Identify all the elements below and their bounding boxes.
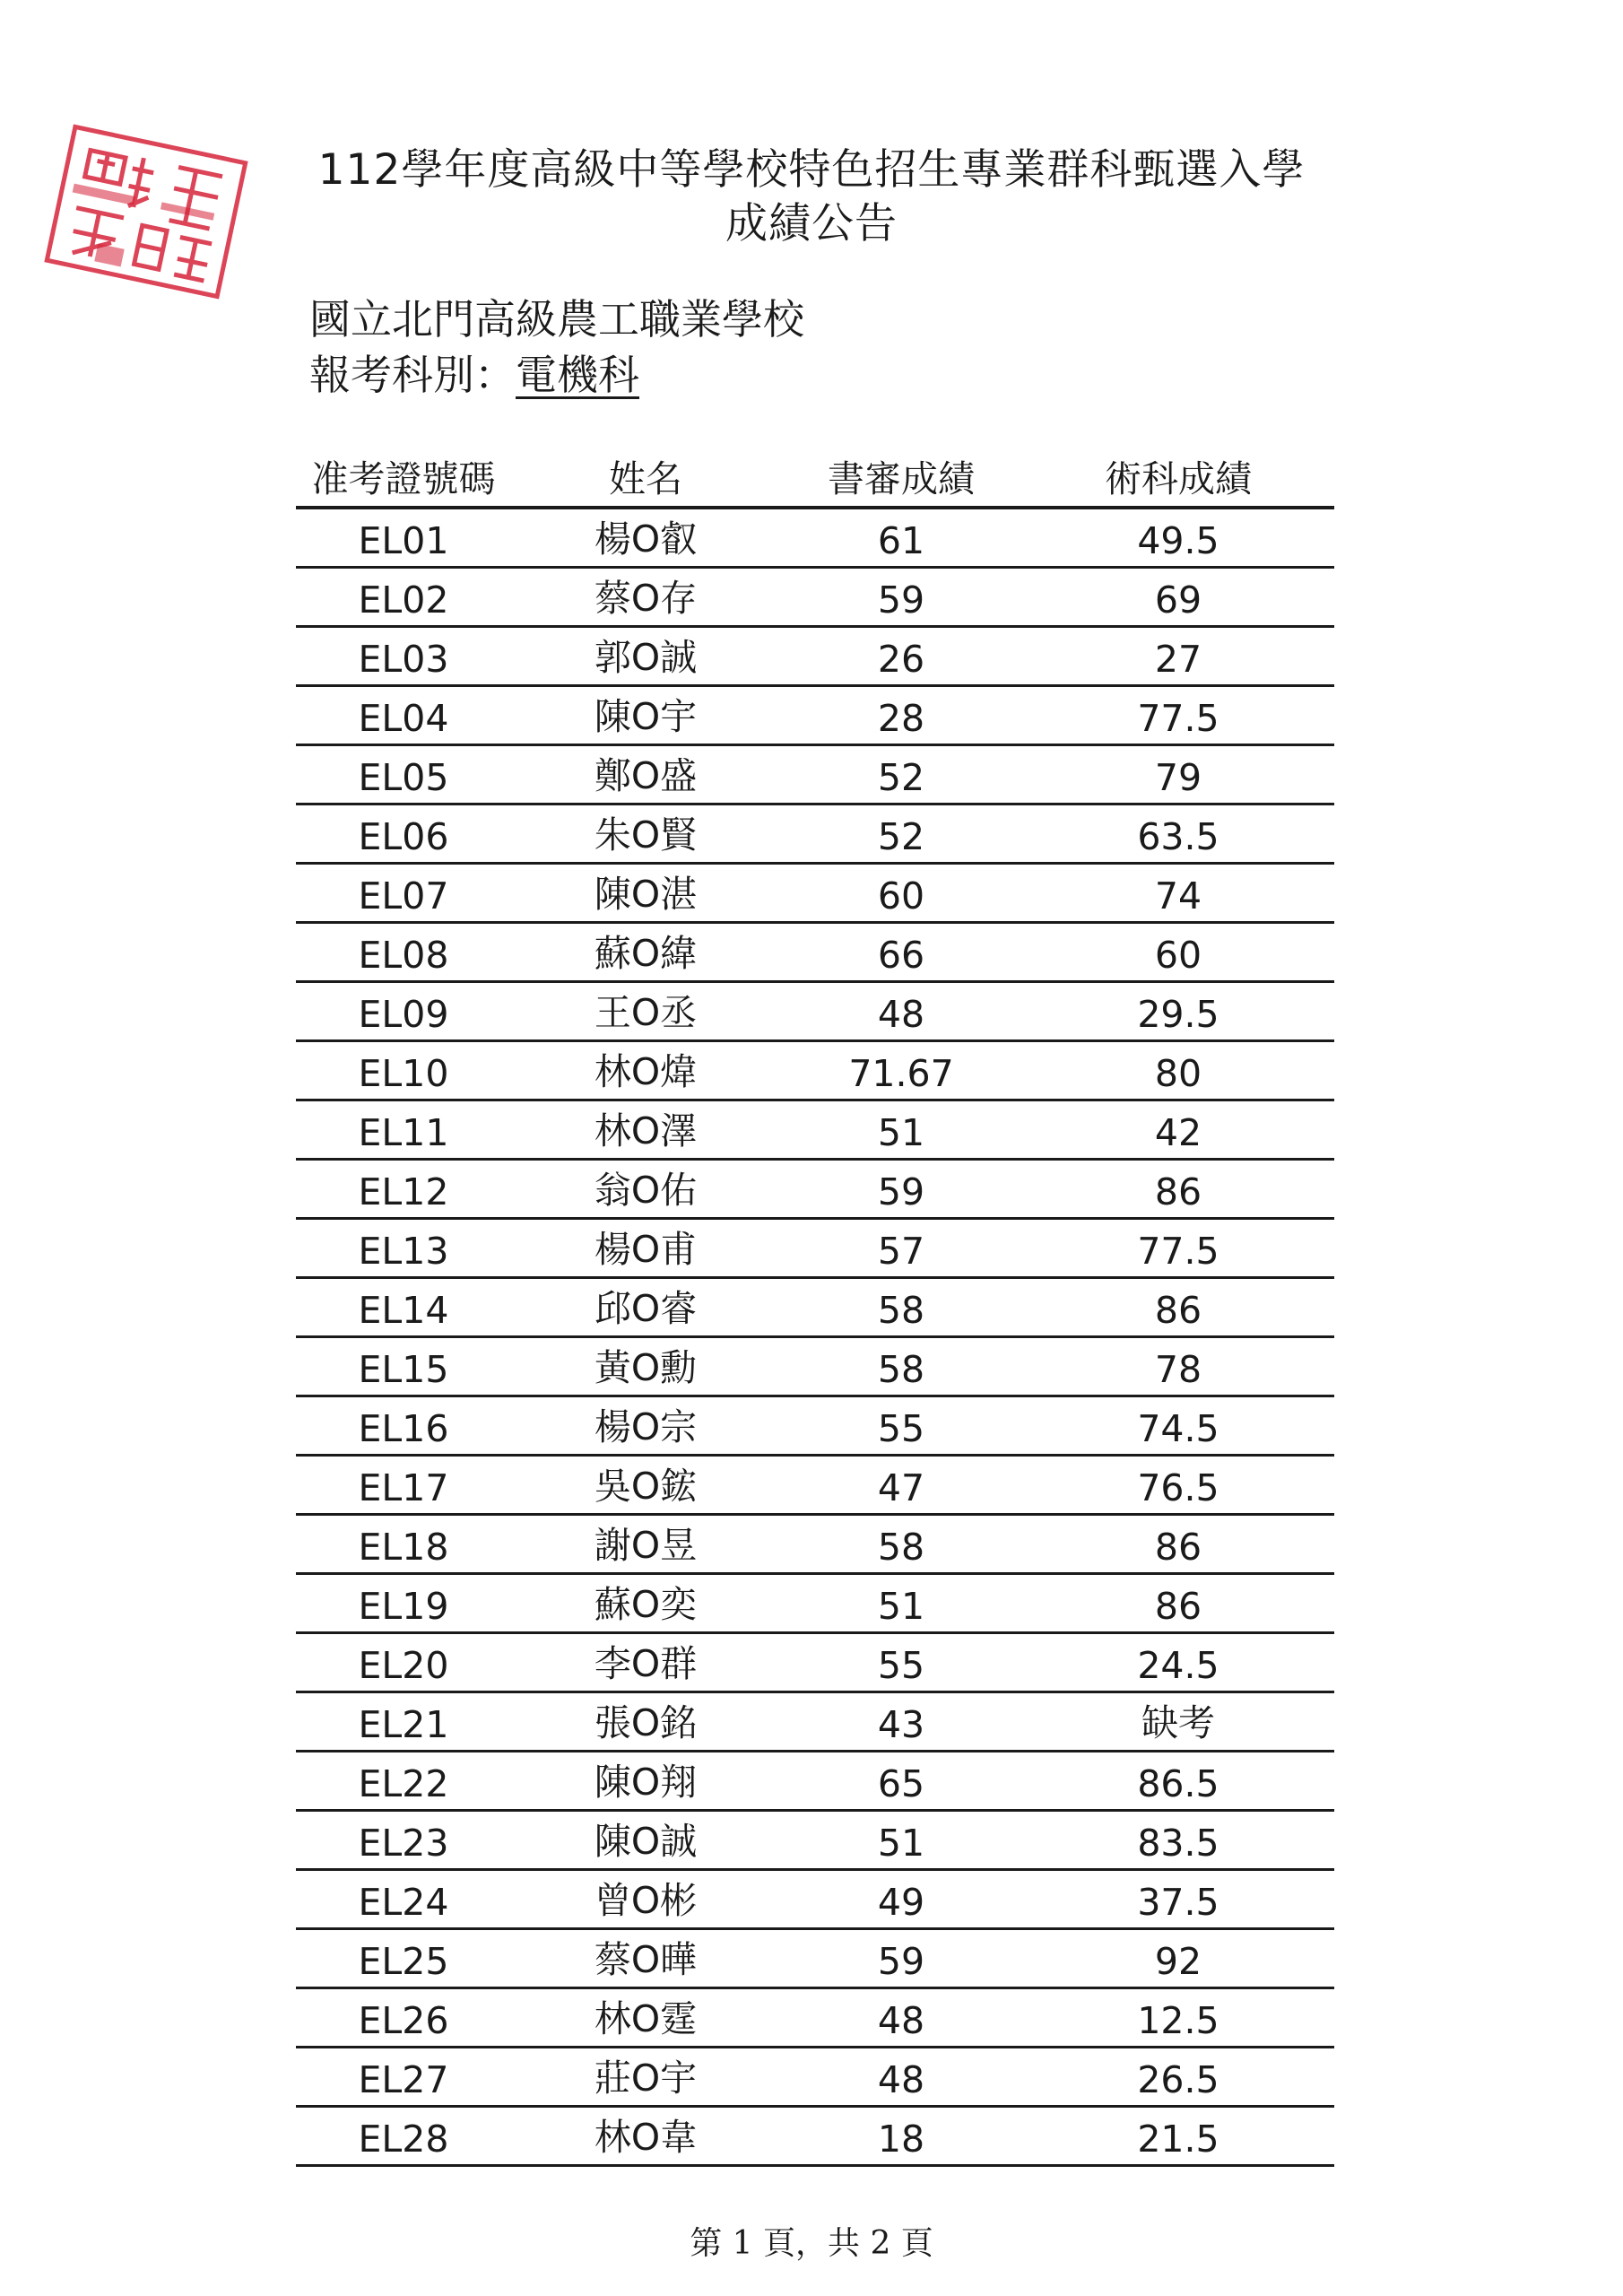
document-score-cell: 51 [780, 1100, 1022, 1160]
document-score-cell: 48 [780, 1988, 1022, 2048]
seal-stamp-icon [39, 118, 254, 305]
name-cell: 朱O賢 [511, 804, 780, 864]
document-score-cell: 43 [780, 1692, 1022, 1752]
exam-number-cell: EL19 [296, 1574, 511, 1633]
grades-table [296, 448, 1334, 2167]
exam-number-cell: EL14 [296, 1278, 511, 1337]
name-cell: 楊O宗 [511, 1396, 780, 1456]
practical-score-cell: 83.5 [1022, 1811, 1334, 1870]
header-name: 姓名 [511, 448, 780, 508]
document-score-cell: 48 [780, 2048, 1022, 2107]
header-document-score: 書審成績 [780, 448, 1022, 508]
practical-score-cell: 77.5 [1022, 686, 1334, 745]
practical-score-cell: 86 [1022, 1278, 1334, 1337]
table-row [296, 2048, 1334, 2107]
document-score-cell: 26 [780, 627, 1022, 686]
table-row [296, 1515, 1334, 1574]
name-cell: 林O霆 [511, 1988, 780, 2048]
exam-number-cell: EL12 [296, 1160, 511, 1219]
document-score-cell: 51 [780, 1811, 1022, 1870]
practical-score-cell: 29.5 [1022, 982, 1334, 1041]
table-row [296, 568, 1334, 627]
document-score-cell: 18 [780, 2107, 1022, 2166]
title-line-1: 112學年度高級中等學校特色招生專業群科甄選入學 [317, 145, 1306, 195]
practical-score-cell: 12.5 [1022, 1988, 1334, 2048]
exam-number-cell: EL15 [296, 1337, 511, 1396]
exam-number-cell: EL05 [296, 745, 511, 804]
practical-score-cell: 78 [1022, 1337, 1334, 1396]
table-row [296, 1456, 1334, 1515]
practical-score-cell: 74.5 [1022, 1396, 1334, 1456]
table-row [296, 2107, 1334, 2166]
name-cell: 謝O昱 [511, 1515, 780, 1574]
table-row [296, 1870, 1334, 1929]
name-cell: 楊O叡 [511, 508, 780, 568]
exam-number-cell: EL25 [296, 1929, 511, 1988]
document-score-cell: 59 [780, 1929, 1022, 1988]
document-title [242, 144, 1381, 251]
exam-number-cell: EL11 [296, 1100, 511, 1160]
name-cell: 蔡O存 [511, 568, 780, 627]
document-score-cell: 60 [780, 864, 1022, 923]
exam-number-cell: EL01 [296, 508, 511, 568]
name-cell: 蔡O曄 [511, 1929, 780, 1988]
exam-number-cell: EL03 [296, 627, 511, 686]
name-cell: 曾O彬 [511, 1870, 780, 1929]
department-line [309, 347, 639, 403]
exam-number-cell: EL04 [296, 686, 511, 745]
page-number: 第 1 頁，共 2 頁 [690, 2225, 933, 2262]
table-row [296, 1278, 1334, 1337]
practical-score-cell: 21.5 [1022, 2107, 1334, 2166]
name-cell: 林O澤 [511, 1100, 780, 1160]
name-cell: 陳O翔 [511, 1752, 780, 1811]
document-score-cell: 49 [780, 1870, 1022, 1929]
department-label: 報考科別： [309, 351, 516, 399]
practical-score-cell: 26.5 [1022, 2048, 1334, 2107]
document-score-cell: 58 [780, 1515, 1022, 1574]
practical-score-cell: 86 [1022, 1515, 1334, 1574]
name-cell: 張O銘 [511, 1692, 780, 1752]
table-row [296, 864, 1334, 923]
table-header-row [296, 448, 1334, 508]
document-score-cell: 59 [780, 568, 1022, 627]
document-score-cell: 59 [780, 1160, 1022, 1219]
table-row [296, 508, 1334, 568]
document-score-cell: 28 [780, 686, 1022, 745]
table-row [296, 1574, 1334, 1633]
practical-score-cell: 37.5 [1022, 1870, 1334, 1929]
practical-score-cell: 24.5 [1022, 1633, 1334, 1692]
exam-number-cell: EL26 [296, 1988, 511, 2048]
table-body [296, 508, 1334, 2166]
practical-score-cell: 42 [1022, 1100, 1334, 1160]
practical-score-cell: 86.5 [1022, 1752, 1334, 1811]
name-cell: 楊O甫 [511, 1219, 780, 1278]
table-row [296, 745, 1334, 804]
exam-number-cell: EL06 [296, 804, 511, 864]
exam-number-cell: EL21 [296, 1692, 511, 1752]
exam-number-cell: EL02 [296, 568, 511, 627]
exam-number-cell: EL28 [296, 2107, 511, 2166]
practical-score-cell: 77.5 [1022, 1219, 1334, 1278]
exam-number-cell: EL23 [296, 1811, 511, 1870]
name-cell: 李O群 [511, 1633, 780, 1692]
table-row [296, 923, 1334, 982]
table-row [296, 1396, 1334, 1456]
practical-score-cell: 86 [1022, 1160, 1334, 1219]
table-row [296, 1811, 1334, 1870]
practical-score-cell: 79 [1022, 745, 1334, 804]
exam-number-cell: EL13 [296, 1219, 511, 1278]
table-row [296, 686, 1334, 745]
document-score-cell: 71.67 [780, 1041, 1022, 1100]
practical-score-cell: 69 [1022, 568, 1334, 627]
header-exam-number: 准考證號碼 [296, 448, 511, 508]
exam-number-cell: EL08 [296, 923, 511, 982]
document-score-cell: 47 [780, 1456, 1022, 1515]
document-score-cell: 55 [780, 1633, 1022, 1692]
department-value: 電機科 [516, 351, 639, 399]
document-score-cell: 51 [780, 1574, 1022, 1633]
name-cell: 陳O誠 [511, 1811, 780, 1870]
table-row [296, 1929, 1334, 1988]
practical-score-cell: 49.5 [1022, 508, 1334, 568]
practical-score-cell: 74 [1022, 864, 1334, 923]
table-row [296, 627, 1334, 686]
document-score-cell: 52 [780, 745, 1022, 804]
exam-number-cell: EL24 [296, 1870, 511, 1929]
title-line-2: 成績公告 [725, 199, 898, 248]
name-cell: 翁O佑 [511, 1160, 780, 1219]
practical-score-cell: 86 [1022, 1574, 1334, 1633]
name-cell: 蘇O奕 [511, 1574, 780, 1633]
table-row [296, 1752, 1334, 1811]
exam-number-cell: EL09 [296, 982, 511, 1041]
exam-number-cell: EL17 [296, 1456, 511, 1515]
document-score-cell: 52 [780, 804, 1022, 864]
name-cell: 莊O宇 [511, 2048, 780, 2107]
exam-number-cell: EL18 [296, 1515, 511, 1574]
name-cell: 林O煒 [511, 1041, 780, 1100]
table-row [296, 1100, 1334, 1160]
table-row [296, 804, 1334, 864]
document-score-cell: 48 [780, 982, 1022, 1041]
exam-number-cell: EL27 [296, 2048, 511, 2107]
practical-score-cell: 60 [1022, 923, 1334, 982]
school-name: 國立北門高級農工職業學校 [309, 295, 804, 344]
practical-score-cell: 80 [1022, 1041, 1334, 1100]
exam-number-cell: EL10 [296, 1041, 511, 1100]
name-cell: 郭O誠 [511, 627, 780, 686]
table-row [296, 1337, 1334, 1396]
document-score-cell: 61 [780, 508, 1022, 568]
document-score-cell: 58 [780, 1278, 1022, 1337]
document-score-cell: 65 [780, 1752, 1022, 1811]
document-score-cell: 66 [780, 923, 1022, 982]
practical-score-cell: 76.5 [1022, 1456, 1334, 1515]
document-score-cell: 58 [780, 1337, 1022, 1396]
practical-score-cell: 92 [1022, 1929, 1334, 1988]
name-cell: 吳O鋐 [511, 1456, 780, 1515]
name-cell: 邱O睿 [511, 1278, 780, 1337]
table-row [296, 982, 1334, 1041]
name-cell: 蘇O緯 [511, 923, 780, 982]
table-row [296, 1160, 1334, 1219]
exam-number-cell: EL16 [296, 1396, 511, 1456]
table-row [296, 1633, 1334, 1692]
name-cell: 鄭O盛 [511, 745, 780, 804]
table-row [296, 1988, 1334, 2048]
header-practical-score: 術科成績 [1022, 448, 1334, 508]
table-row [296, 1041, 1334, 1100]
name-cell: 陳O宇 [511, 686, 780, 745]
name-cell: 林O韋 [511, 2107, 780, 2166]
practical-score-cell: 63.5 [1022, 804, 1334, 864]
document-score-cell: 57 [780, 1219, 1022, 1278]
exam-number-cell: EL20 [296, 1633, 511, 1692]
table-row [296, 1692, 1334, 1752]
practical-score-cell: 缺考 [1022, 1692, 1334, 1752]
name-cell: 黃O勳 [511, 1337, 780, 1396]
practical-score-cell: 27 [1022, 627, 1334, 686]
exam-number-cell: EL07 [296, 864, 511, 923]
name-cell: 王O丞 [511, 982, 780, 1041]
exam-number-cell: EL22 [296, 1752, 511, 1811]
table-row [296, 1219, 1334, 1278]
name-cell: 陳O湛 [511, 864, 780, 923]
document-score-cell: 55 [780, 1396, 1022, 1456]
